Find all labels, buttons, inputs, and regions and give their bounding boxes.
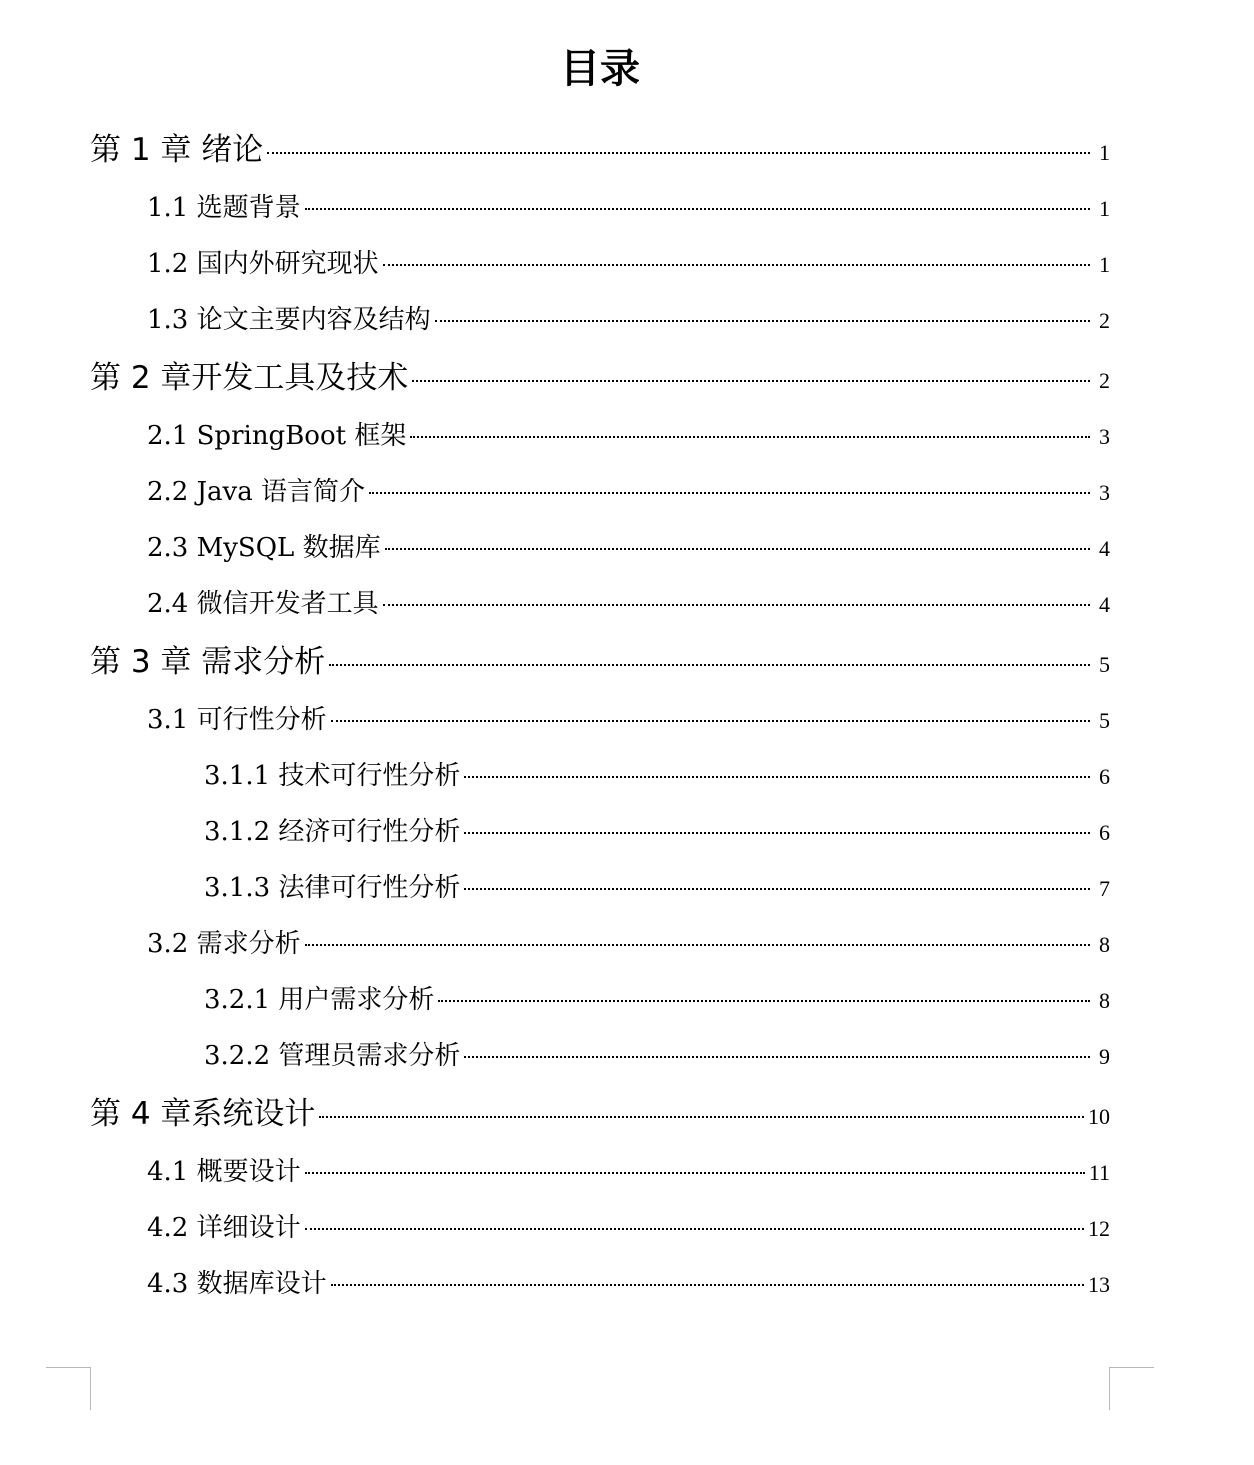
toc-dot-leader <box>305 1172 1085 1174</box>
toc-entry-title: 3.1.1 技术可行性分析 <box>204 761 461 791</box>
toc-entry[interactable] <box>90 576 1110 632</box>
toc-entry-title: 4.2 详细设计 <box>147 1213 301 1243</box>
toc-entry-title: 3.1.2 经济可行性分析 <box>204 817 461 847</box>
toc-page-number: 2 <box>1099 308 1110 333</box>
toc-entry[interactable] <box>90 916 1110 972</box>
toc-dot-leader <box>385 548 1090 550</box>
toc-entry-title: 3.1.3 法律可行性分析 <box>204 873 461 903</box>
toc-page-number: 4 <box>1099 592 1110 617</box>
toc-page-number: 1 <box>1099 140 1110 165</box>
toc-entry[interactable] <box>90 180 1110 236</box>
toc-page-number: 6 <box>1099 764 1110 789</box>
toc-page-number: 11 <box>1088 1160 1110 1185</box>
toc-dot-leader <box>267 152 1090 154</box>
toc-entry-title: 第 3 章 需求分析 <box>90 644 326 680</box>
crop-mark-left <box>46 1367 91 1410</box>
toc-page-number: 9 <box>1099 1044 1110 1069</box>
toc-dot-leader <box>438 1000 1090 1002</box>
toc-entry[interactable] <box>90 748 1110 804</box>
toc-page-number: 13 <box>1088 1272 1110 1297</box>
toc-entry[interactable] <box>90 1084 1110 1144</box>
toc-entry[interactable] <box>90 632 1110 692</box>
toc-dot-leader <box>464 888 1090 890</box>
toc-entry-title: 3.2.1 用户需求分析 <box>204 985 435 1015</box>
toc-page-number: 8 <box>1099 932 1110 957</box>
toc-page-number: 8 <box>1099 988 1110 1013</box>
toc-page-number: 10 <box>1088 1104 1110 1129</box>
table-of-contents <box>90 120 1110 1312</box>
toc-entry-title: 3.2 需求分析 <box>147 929 301 959</box>
toc-entry[interactable] <box>90 804 1110 860</box>
toc-page-number: 1 <box>1099 252 1110 277</box>
toc-entry[interactable] <box>90 972 1110 1028</box>
toc-dot-leader <box>410 436 1090 438</box>
toc-entry-title: 第 4 章系统设计 <box>90 1096 316 1132</box>
toc-entry[interactable] <box>90 348 1110 408</box>
toc-entry-title: 3.1 可行性分析 <box>147 705 327 735</box>
toc-dot-leader <box>369 492 1090 494</box>
toc-entry-title: 第 1 章 绪论 <box>90 132 264 168</box>
toc-page-number: 5 <box>1099 708 1110 733</box>
toc-entry-title: 2.4 微信开发者工具 <box>147 589 379 619</box>
toc-entry-title: 2.2 Java 语言简介 <box>147 477 365 507</box>
toc-dot-leader <box>319 1116 1084 1118</box>
toc-dot-leader <box>464 776 1090 778</box>
toc-entry[interactable] <box>90 860 1110 916</box>
toc-entry-title: 1.2 国内外研究现状 <box>147 249 379 279</box>
toc-dot-leader <box>331 720 1090 722</box>
toc-page-number: 7 <box>1099 876 1110 901</box>
toc-entry-title: 1.3 论文主要内容及结构 <box>147 305 431 335</box>
toc-dot-leader <box>464 1056 1090 1058</box>
toc-entry[interactable] <box>90 1200 1110 1256</box>
toc-entry[interactable] <box>90 120 1110 180</box>
toc-page-number: 1 <box>1099 196 1110 221</box>
toc-entry-title: 2.1 SpringBoot 框架 <box>147 421 407 451</box>
toc-dot-leader <box>383 264 1090 266</box>
toc-page-number: 4 <box>1099 536 1110 561</box>
toc-dot-leader <box>383 604 1090 606</box>
toc-entry-title: 2.3 MySQL 数据库 <box>147 533 381 563</box>
toc-entry[interactable] <box>90 236 1110 292</box>
toc-page-number: 12 <box>1088 1216 1110 1241</box>
toc-entry[interactable] <box>90 292 1110 348</box>
toc-dot-leader <box>412 380 1090 382</box>
toc-entry-title: 4.1 概要设计 <box>147 1157 301 1187</box>
toc-entry[interactable] <box>90 1144 1110 1200</box>
toc-entry[interactable] <box>90 464 1110 520</box>
toc-dot-leader <box>305 1228 1084 1230</box>
toc-page-number: 5 <box>1099 652 1110 677</box>
toc-entry-title: 4.3 数据库设计 <box>147 1269 327 1299</box>
toc-entry-title: 第 2 章开发工具及技术 <box>90 360 409 396</box>
toc-dot-leader <box>305 208 1090 210</box>
toc-entry[interactable] <box>90 1256 1110 1312</box>
toc-entry-title: 3.2.2 管理员需求分析 <box>204 1041 461 1071</box>
toc-entry-title: 1.1 选题背景 <box>147 193 301 223</box>
toc-dot-leader <box>305 944 1090 946</box>
toc-entry[interactable] <box>90 520 1110 576</box>
document-title: 目录 <box>560 45 640 92</box>
toc-page-number: 2 <box>1099 368 1110 393</box>
toc-page-number: 6 <box>1099 820 1110 845</box>
crop-mark-right <box>1109 1367 1154 1410</box>
toc-entry[interactable] <box>90 692 1110 748</box>
toc-entry[interactable] <box>90 1028 1110 1084</box>
toc-page-number: 3 <box>1099 424 1110 449</box>
toc-dot-leader <box>435 320 1090 322</box>
toc-dot-leader <box>331 1284 1084 1286</box>
toc-entry[interactable] <box>90 408 1110 464</box>
toc-dot-leader <box>464 832 1090 834</box>
toc-dot-leader <box>329 664 1090 666</box>
toc-page-number: 3 <box>1099 480 1110 505</box>
